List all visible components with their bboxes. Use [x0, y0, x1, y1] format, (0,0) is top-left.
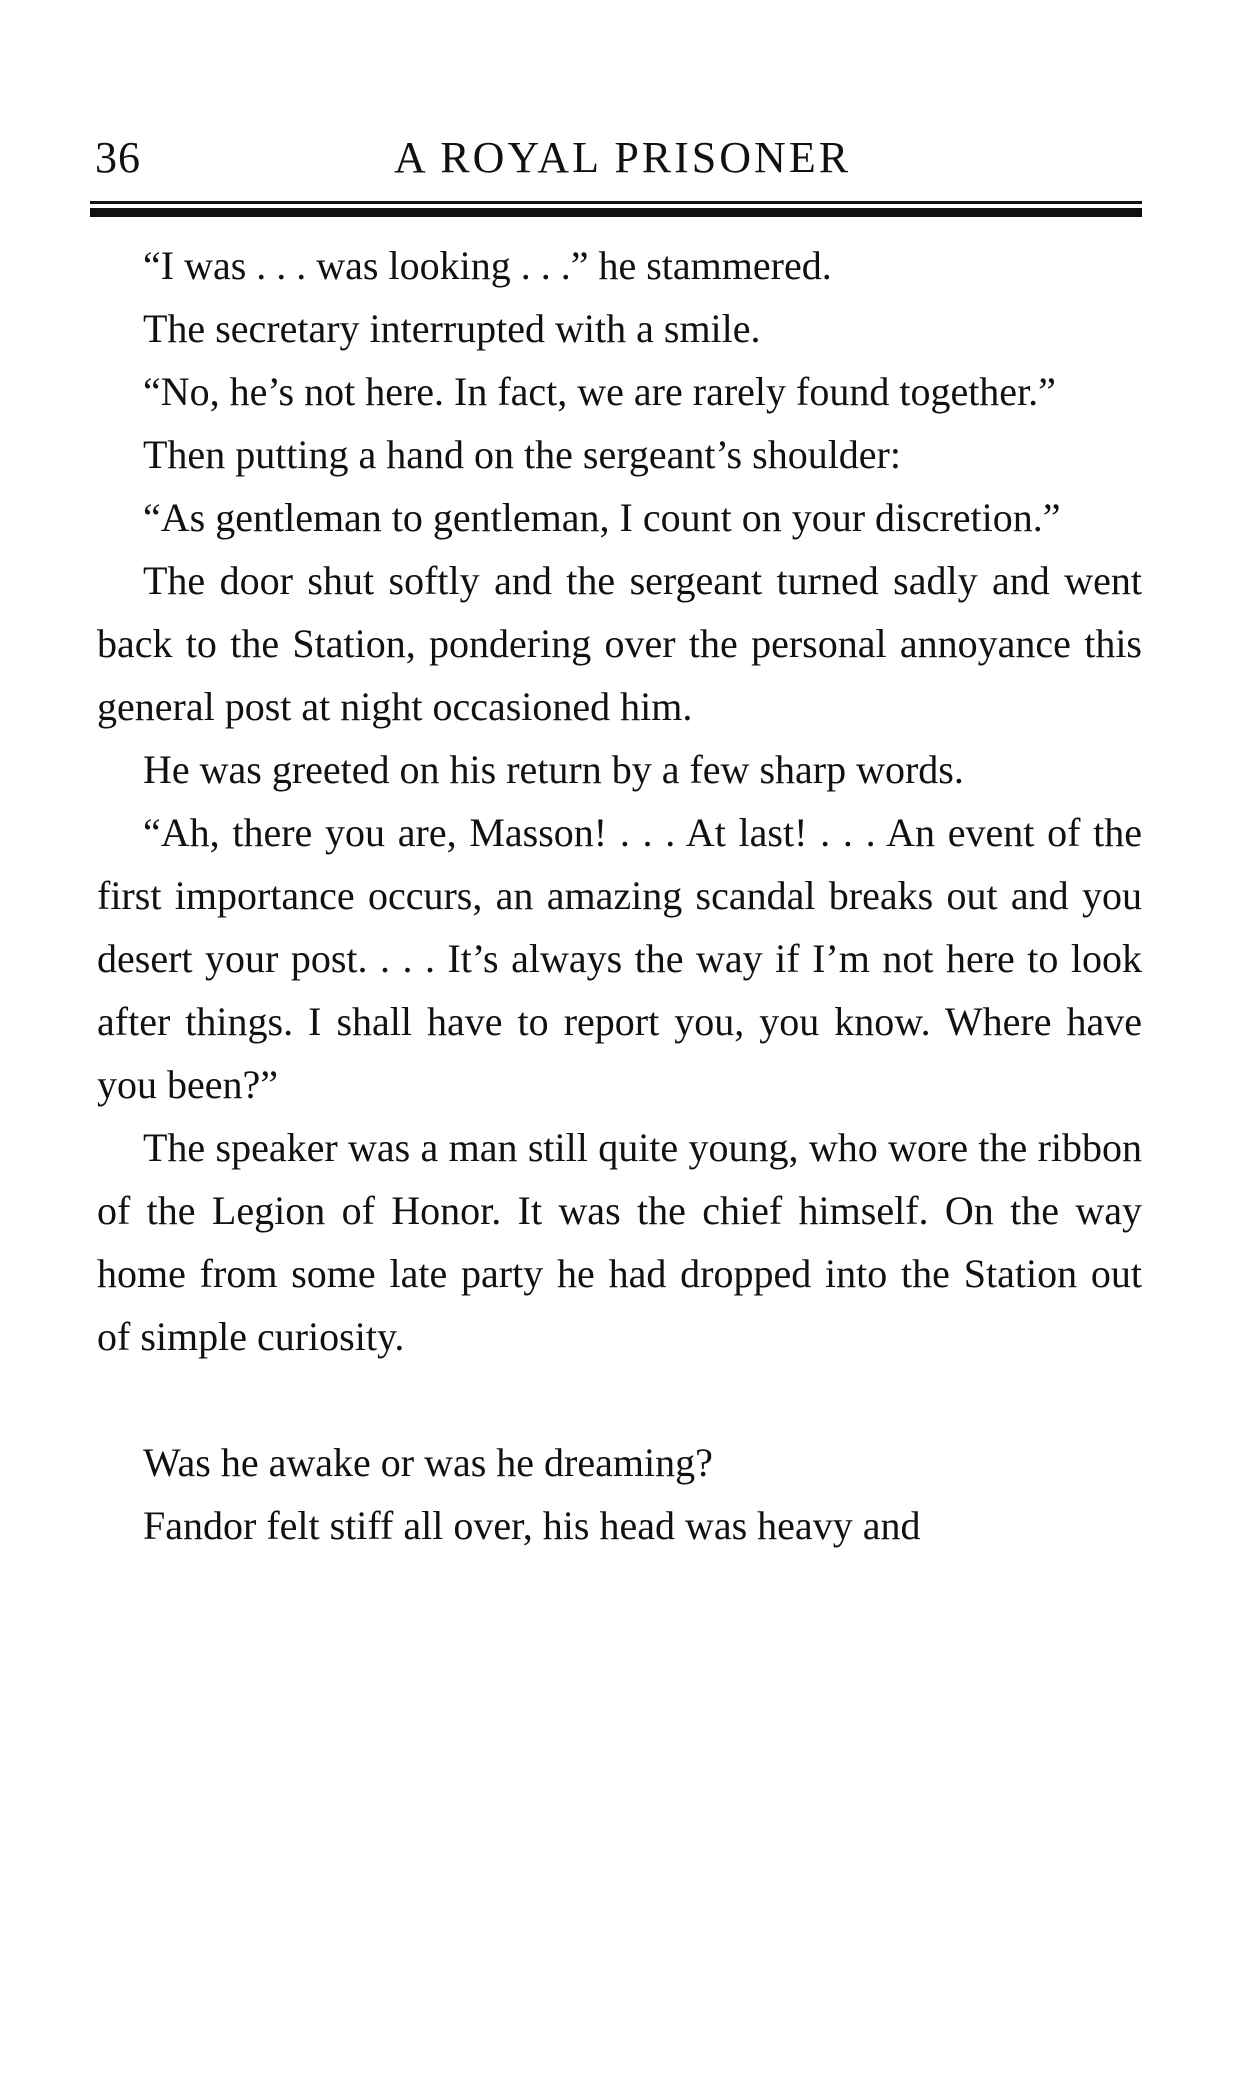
paragraph: “I was . . . was looking . . .” he stammered.: [143, 243, 832, 288]
paragraph: “Ah, there you are, Masson! . . . At last! . . . An event of the first importance occurs, an amazing scandal breaks out and you desert your post. . . . It’s always the way if I’m not here to look after things. I shall have to report you, you know. Where have you been?”: [97, 810, 1142, 1107]
paragraph: He was greeted on his return by a few sharp words.: [143, 747, 964, 792]
page-header: [95, 128, 1140, 184]
paragraph: The door shut softly and the sergeant turned sadly and went back to the Station, pondering over the personal annoyance this general post at night occasioned him.: [97, 558, 1142, 729]
header-rule-thick: [90, 208, 1142, 217]
paragraph: “As gentleman to gentleman, I count on your discretion.”: [143, 495, 1061, 540]
page-number: 36: [95, 133, 141, 182]
paragraph: The speaker was a man still quite young, who wore the ribbon of the Legion of Honor. It was the chief himself. On the way home from some late party he had dropped into the Station out of simple curiosity.: [97, 1125, 1142, 1359]
paragraph: Was he awake or was he dreaming?: [143, 1440, 713, 1485]
paragraph: Then putting a hand on the sergeant’s shoulder:: [143, 432, 901, 477]
paragraph: “No, he’s not here. In fact, we are rarely found together.”: [143, 369, 1056, 414]
paragraph: Fandor felt stiff all over, his head was heavy and: [143, 1503, 921, 1548]
running-title: A ROYAL PRISONER: [393, 133, 852, 182]
header-rule-thin: [90, 201, 1142, 204]
paragraph: The secretary interrupted with a smile.: [143, 306, 761, 351]
body-text: [97, 234, 1142, 1557]
